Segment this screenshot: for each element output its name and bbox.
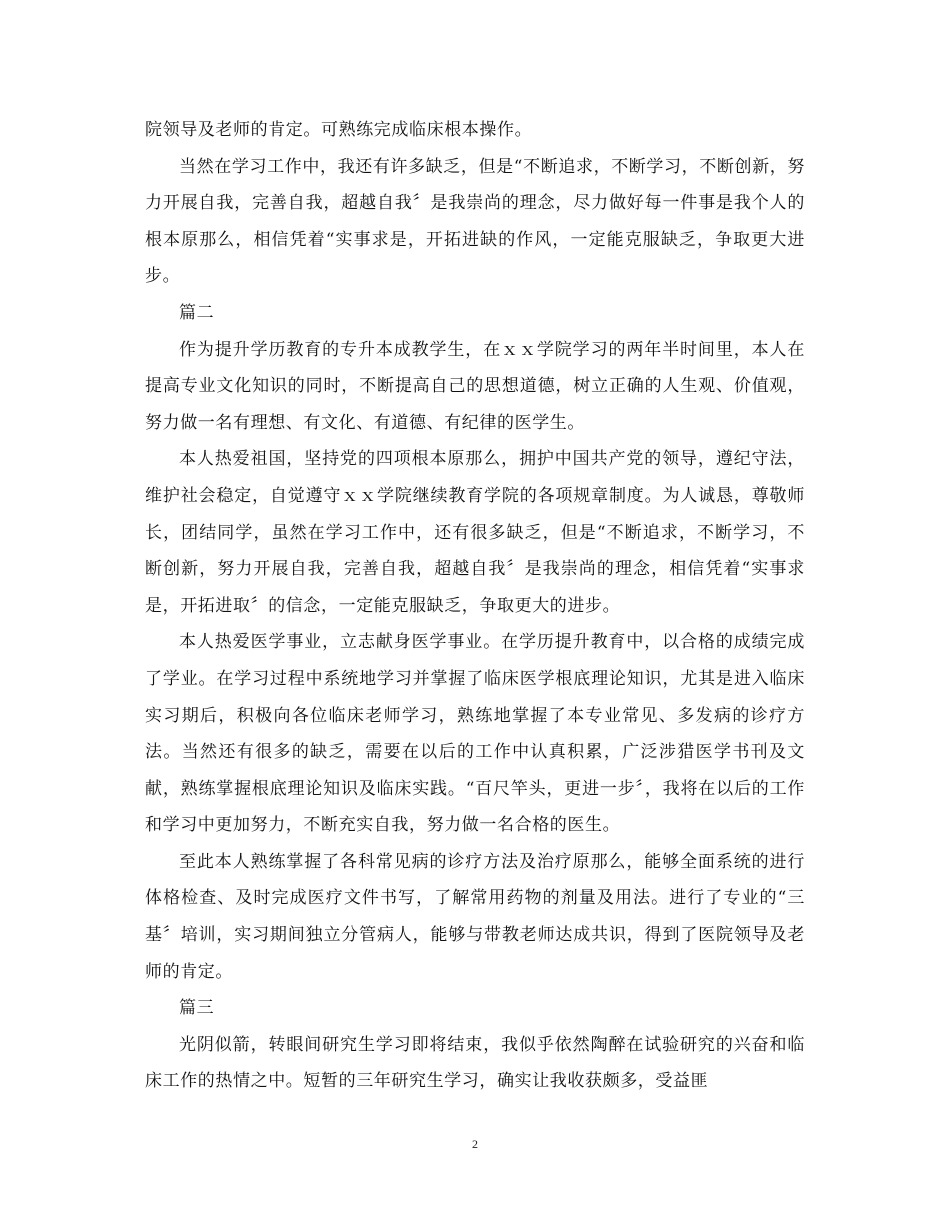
page-number: 2 — [472, 1137, 478, 1151]
paragraph-ideals: 当然在学习工作中，我还有许多缺乏，但是“不断追求，不断学习，不断创新，努力开展自我，完善自我，超越自我〞是我崇尚的理念，尽力做好每一件事是我个人的根本原那么，相信凭着“实事求是，开拓进缺的作风，一定能克服缺乏，争取更大进步。 — [145, 156, 805, 287]
document-body — [145, 112, 805, 1100]
paragraph-graduate-study: 光阴似箭，转眼间研究生学习即将结束，我似乎依然陶醉在试验研究的兴奋和临床工作的热情之中。短暂的三年研究生学习，确实让我收获颇多，受益匪 — [145, 1034, 805, 1092]
section-heading-part-two: 篇二 — [179, 302, 215, 323]
paragraph-continued: 院领导及老师的肯定。可熟练完成临床根本操作。 — [145, 120, 533, 140]
paragraph-clinical-skills: 至此本人熟练掌握了各科常见病的诊疗方法及治疗原那么，能够全面系统的进行体格检查、及时完成医疗文件书写，了解常用药物的剂量及用法。进行了专业的“三基〞培训，实习期间独立分管病人，能够与带教老师达成共识，得到了医院领导及老师的肯定。 — [145, 851, 805, 982]
paragraph-patriotism: 本人热爱祖国，坚持党的四项根本原那么，拥护中国共产党的领导，遵纪守法，维护社会稳定，自觉遵守ｘｘ学院继续教育学院的各项规章制度。为人诚恳，尊敬师长，团结同学，虽然在学习工作中，还有很多缺乏，但是“不断追求，不断学习，不断创新，努力开展自我，完善自我，超越自我〞是我崇尚的理念，相信凭着“实事求是，开拓进取〞的信念，一定能克服缺乏，争取更大的进步。 — [145, 449, 805, 616]
paragraph-medical-career: 本人热爱医学事业，立志献身医学事业。在学历提升教育中，以合格的成绩完成了学业。在学习过程中系统地学习并掌握了临床医学根底理论知识，尤其是进入临床实习期后，积极向各位临床老师学习，熟练地掌握了本专业常见、多发病的诊疗方法。当然还有很多的缺乏，需要在以后的工作中认真积累，广泛涉猎医学书刊及文献，熟练掌握根底理论知识及临床实践。“百尺竿头，更进一步〞，我将在以后的工作和学习中更加努力，不断充实自我，努力做一名合格的医生。 — [145, 632, 805, 836]
section-heading-part-three: 篇三 — [179, 998, 215, 1019]
paragraph-education: 作为提升学历教育的专升本成教学生，在ｘｘ学院学习的两年半时间里，本人在提高专业文化知识的同时，不断提高自己的思想道德，树立正确的人生观、价值观，努力做一名有理想、有文化、有道德、有纪律的医学生。 — [145, 339, 805, 433]
